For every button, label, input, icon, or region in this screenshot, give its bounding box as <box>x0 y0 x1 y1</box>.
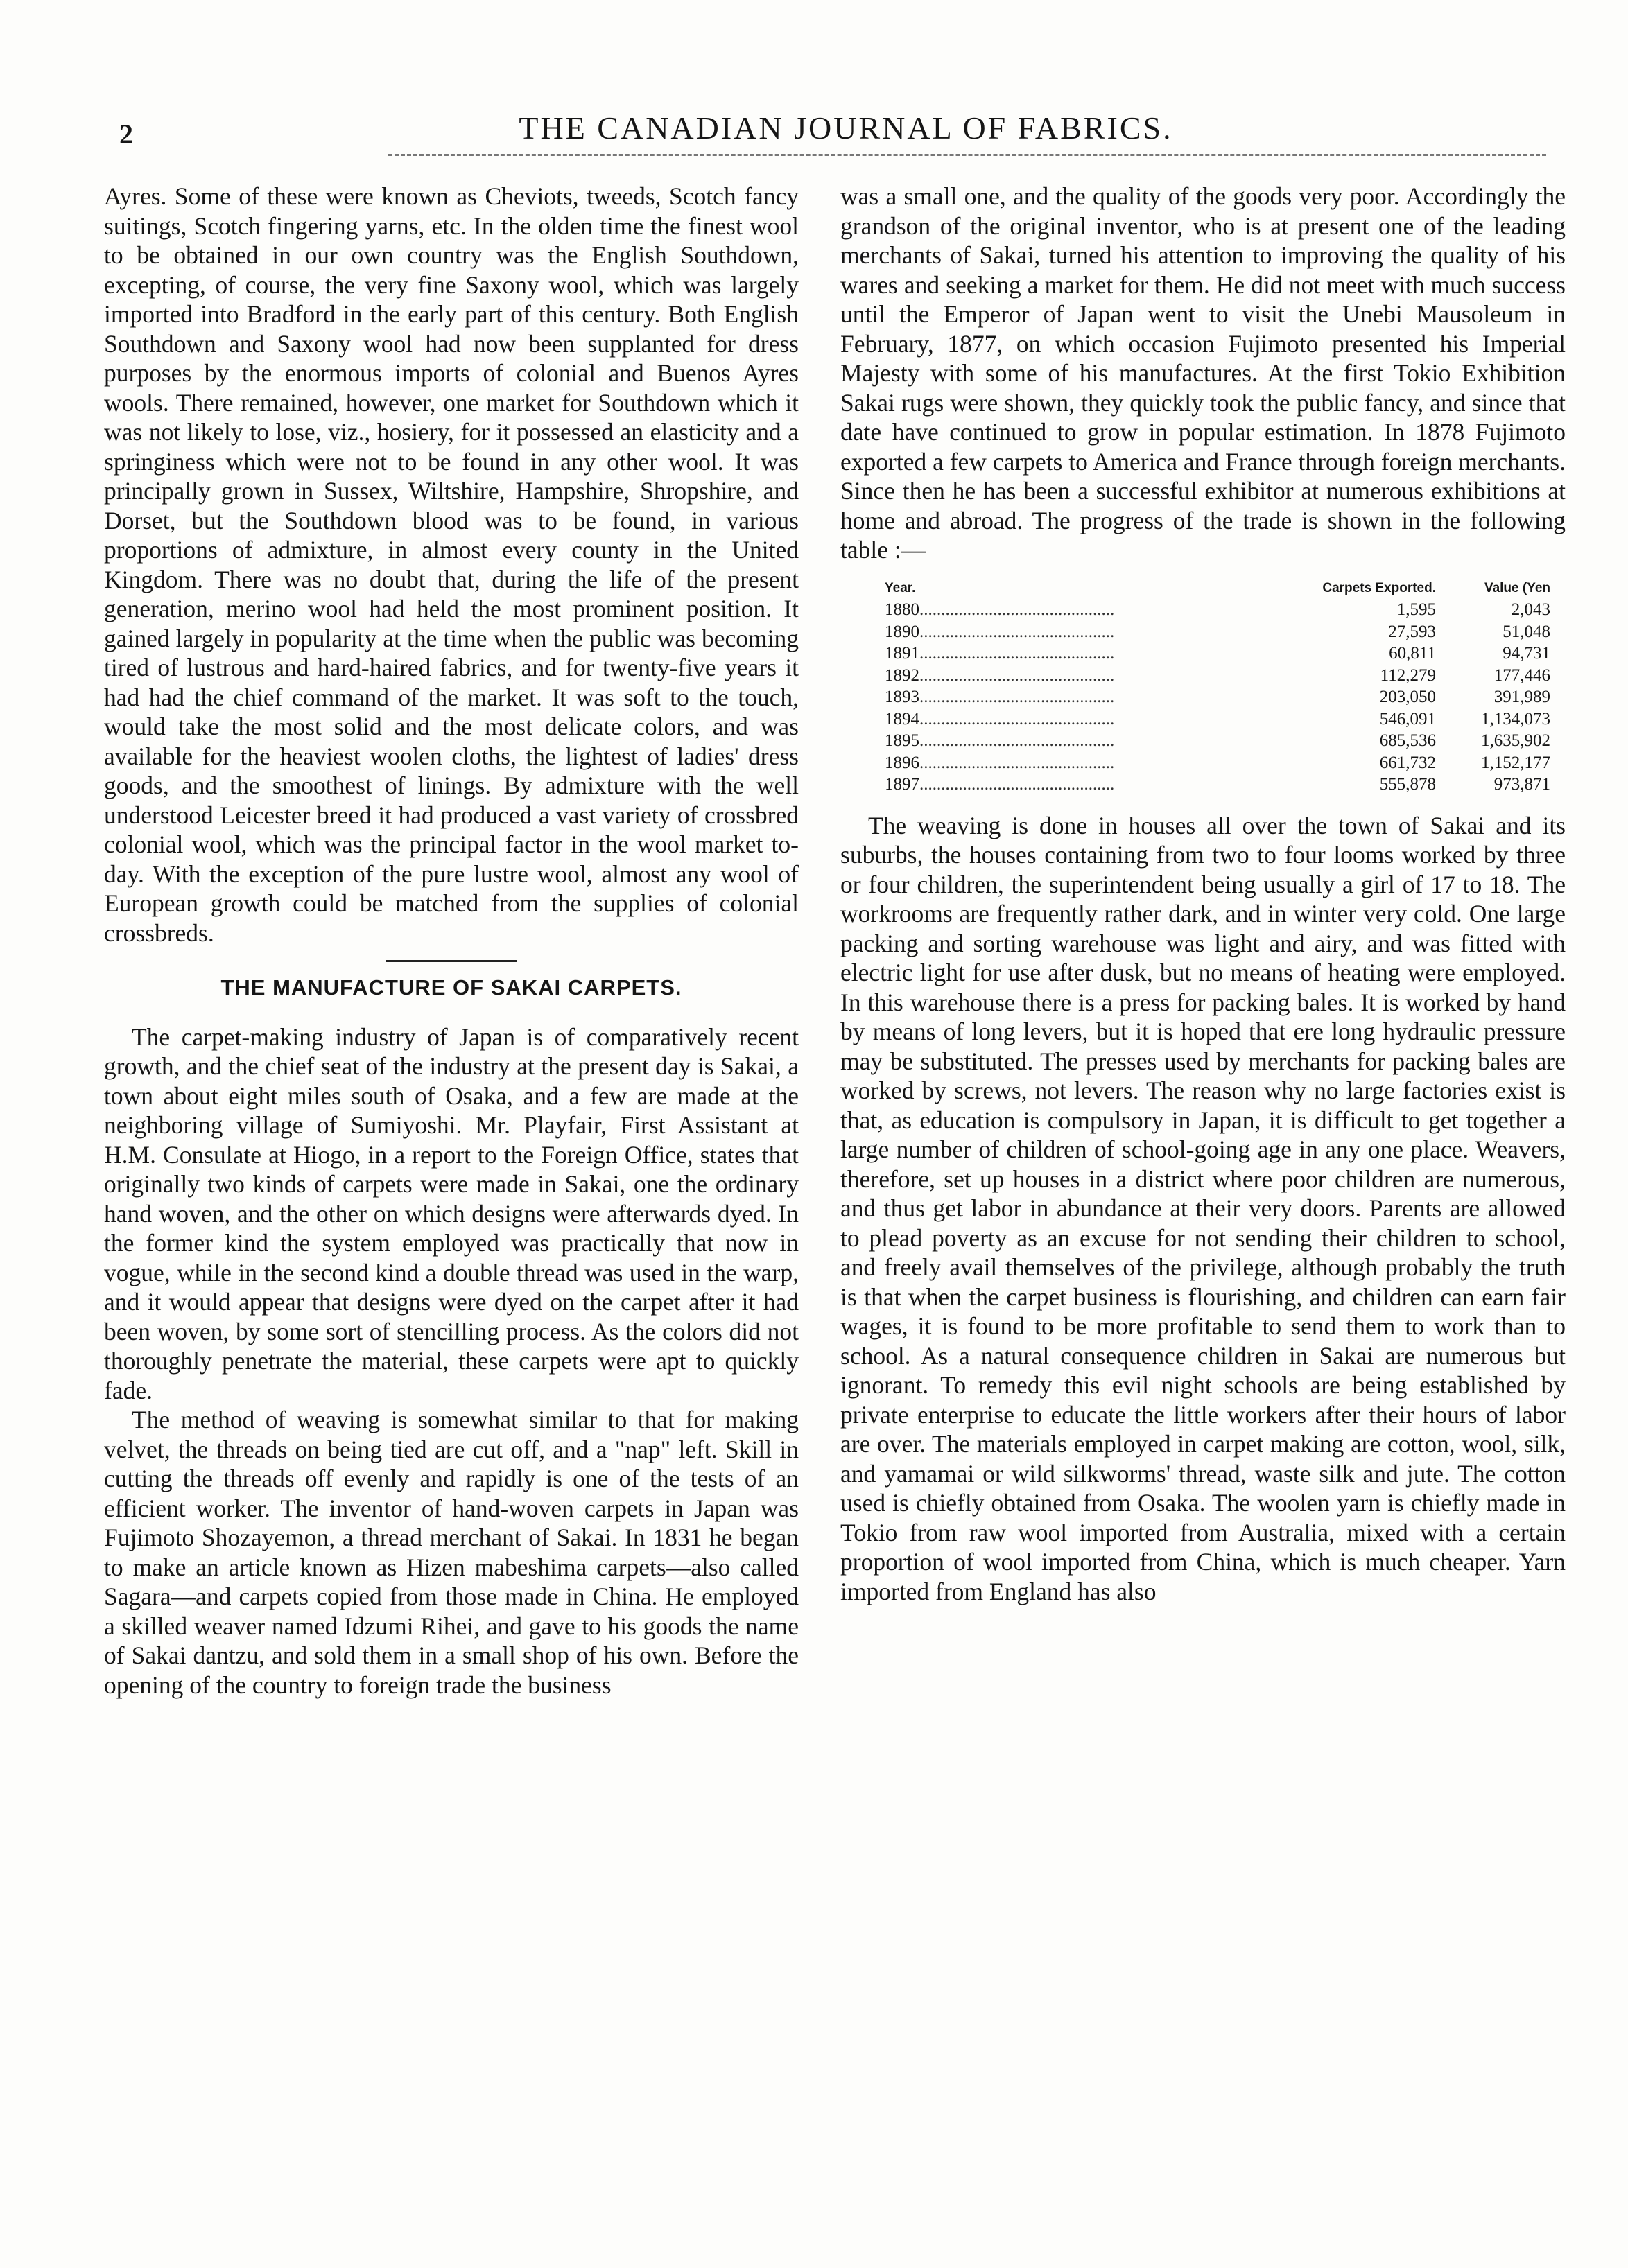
cell-value: 177,446 <box>1493 665 1550 685</box>
cell-year: 1896 <box>885 753 919 772</box>
cell-carpets: 60,811 <box>1389 644 1436 663</box>
table-row: 1895............................................. 685,536 1,635,902 <box>885 730 1550 752</box>
paragraph-carpet-industry: The carpet-making industry of Japan is of comparatively recent growth, and the chief seat of the industry at the present day is Sakai, a town about eight miles south of Osaka, and a few are made at the neighboring village of Sumiyoshi. Mr. Playfair, First Assistant at H.M. Consulate at Hiogo, in a report to the Foreign Office, states that originally two kinds of carpets were made in Sakai, one the ordinary hand woven, and the other on which designs were afterwards dyed. In the former kind the system employed was practically that now in vogue, while in the second kind a double thread was used in the warp, and it would appear that designs were dyed on the carpet after it had been woven, by some sort of stencilling process. As the colors did not thoroughly penetrate the material, these carpets were apt to quickly fade. <box>104 1022 799 1404</box>
table-row: 1890............................................. 27,593 51,048 <box>885 621 1550 643</box>
cell-carpets: 555,878 <box>1379 775 1436 794</box>
cell-year: 1893 <box>885 688 919 706</box>
cell-year: 1895 <box>885 731 919 750</box>
table-row: 1892............................................. 112,279 177,446 <box>885 665 1550 687</box>
header-carpets: Carpets Exported. <box>1322 580 1436 595</box>
table-row: 1893............................................. 203,050 391,989 <box>885 686 1550 708</box>
table-row: 1897............................................. 555,878 973,871 <box>885 774 1550 796</box>
table-header-row <box>885 577 1550 600</box>
cell-year: 1891 <box>885 644 919 663</box>
paragraph-weaving-method: The method of weaving is somewhat similar to that for making velvet, the threads on being tied are cut off, and a "nap" left. Skill in cutting the threads off evenly and rapidly is one of the tests of an efficient worker. The inventor of hand-woven carpets in Japan was Fujimoto Shozayemon, a thread merchant of Sakai. In 1831 he began to make an article known as Hizen mabeshima carpets—also called Sagara—and carpets copied from those made in China. He employed a skilled weaver named Idzumi Rihei, and gave to his goods the name of Sakai dantzu, and sold them in a small shop of his own. Before the opening of the country to foreign trade the business <box>104 1406 799 1699</box>
cell-year: 1892 <box>885 665 919 685</box>
cell-value: 1,152,177 <box>1481 753 1550 772</box>
page-number: 2 <box>119 119 133 150</box>
paragraph-business-history: was a small one, and the quality of the goods very poor. Accordingly the grandson of the original inventor, who is at present one of the leading merchants of Sakai, turned his attention to improving the quality of his wares and seeking a market for them. He did not meet with much success until the Emperor of Japan went to visit the Unebi Mausoleum in February, 1877, on which occasion Fujimoto presented his Imperial Majesty with some of his manufactures. At the first Tokio Exhibition Sakai rugs were shown, they quickly took the public fancy, and since that date have continued to grow in popular estimation. In 1878 Fujimoto exported a few carpets to America and France through foreign merchants. Since then he has been a successful exhibitor at numerous exhibitions at home and abroad. The progress of the trade is shown in the following table :— <box>840 182 1566 564</box>
cell-value: 94,731 <box>1503 644 1550 663</box>
table-row: 1896............................................. 661,732 1,152,177 <box>885 752 1550 774</box>
cell-carpets: 661,732 <box>1379 753 1436 772</box>
header-value: Value (Yen <box>1484 580 1550 595</box>
export-table <box>885 577 1550 796</box>
running-head: THE CANADIAN JOURNAL OF FABRICS. <box>519 110 1173 146</box>
table-row: 1894............................................. 546,091 1,134,073 <box>885 708 1550 731</box>
paragraph-weaving-houses: The weaving is done in houses all over the town of Sakai and its suburbs, the houses containing from two to four looms worked by three or four children, the superintendent being usually a girl of 17 to 18. The workrooms are frequently rather dark, and in winter very cold. One large packing and sorting warehouse was light and airy, and was fitted with electric light for use after dusk, but no means of heating were employed. In this warehouse there is a press for packing bales. It is worked by hand by means of long levers, but it is hoped that ere long hydraulic pressure may be substituted. The presses used by merchants for packing bales are worked by screws, not levers. The reason why no large factories exist is that, as education is compulsory in Japan, it is difficult to get together a large number of children of school-going age in any one place. Weavers, therefore, set up houses in a district where poor children are numerous, and thus get labor in abundance at their very doors. Parents are allowed to plead poverty as an excuse for not sending their children to school, and freely avail themselves of the privilege, although probably the truth is that when the carpet business is flourishing, and children can earn fair wages, it is found to be more profitable to send them to work than to school. As a natural consequence children in Sakai are numerous but ignorant. To remedy this evil night schools are being established by private enterprise to educate the little workers after their hours of labor are over. The materials employed in carpet making are cotton, wool, silk, and yamamai or wild silkworms' thread, waste silk and jute. The cotton used is chiefly obtained from Osaka. The woolen yarn is chiefly made in Tokio from raw wool imported from Australia, mixed with a certain proportion of wool imported from China, which is much cheaper. Yarn imported from England has also <box>840 811 1566 1605</box>
cell-year: 1880 <box>885 600 919 619</box>
header-rule <box>388 154 1546 156</box>
cell-carpets: 27,593 <box>1388 622 1436 641</box>
right-column <box>840 182 1566 1606</box>
header-year: Year. <box>885 580 916 595</box>
cell-carpets: 546,091 <box>1379 709 1436 729</box>
cell-carpets: 685,536 <box>1379 731 1436 750</box>
section-heading: THE MANUFACTURE OF SAKAI CARPETS. <box>220 975 682 1000</box>
cell-value: 51,048 <box>1503 622 1550 641</box>
cell-value: 2,043 <box>1511 600 1550 619</box>
cell-value: 1,134,073 <box>1481 709 1550 729</box>
paragraph-ayres-wools: Ayres. Some of these were known as Cheviots, tweeds, Scotch fancy suitings, Scotch fingering yarns, etc. In the olden time the finest wool to be obtained in our own country was the English Southdown, excepting, of course, the very fine Saxony wool, which was largely imported into Bradford in the early part of this century. Both English Southdown and Saxony wool had now been supplanted for dress purposes by the enormous imports of colonial and Buenos Ayres wools. There remained, however, one market for Southdown which it was not likely to lose, viz., hosiery, for it possessed an elasticity and a springiness which were not to be found in any other wool. It was principally grown in Sussex, Wiltshire, Hampshire, Shropshire, and Dorset, but the Southdown blood was to be found, in various proportions of admixture, in almost every county in the United Kingdom. There was no doubt that, during the life of the present generation, merino wool had held the most prominent position. It gained largely in popularity at the time when the public was becoming tired of lustrous and hard-haired fabrics, and for twenty-five years it had had the chief command of the market. It was soft to the touch, would take the most solid and the most delicate colors, and was available for the heaviest woolen cloths, the lightest of ladies' dress goods, and the smoothest of linings. By admixture with the well understood Leicester breed it had produced a vast variety of crossbred colonial wool, which was the principal factor in the wool market to-day. With the exception of the pure lustre wool, almost any wool of European growth could be matched from the supplies of colonial crossbreds. <box>104 182 799 947</box>
cell-carpets: 1,595 <box>1396 600 1436 619</box>
cell-value: 973,871 <box>1493 775 1550 794</box>
cell-year: 1897 <box>885 775 919 794</box>
section-divider <box>386 960 517 962</box>
cell-carpets: 112,279 <box>1380 665 1436 685</box>
left-column <box>104 182 799 1700</box>
cell-carpets: 203,050 <box>1379 688 1436 706</box>
cell-value: 391,989 <box>1493 688 1550 706</box>
table-row: 1891............................................. 60,811 94,731 <box>885 643 1550 665</box>
cell-year: 1894 <box>885 709 919 729</box>
table-row: 1880............................................. 1,595 2,043 <box>885 599 1550 621</box>
cell-year: 1890 <box>885 622 919 641</box>
cell-value: 1,635,902 <box>1481 731 1550 750</box>
